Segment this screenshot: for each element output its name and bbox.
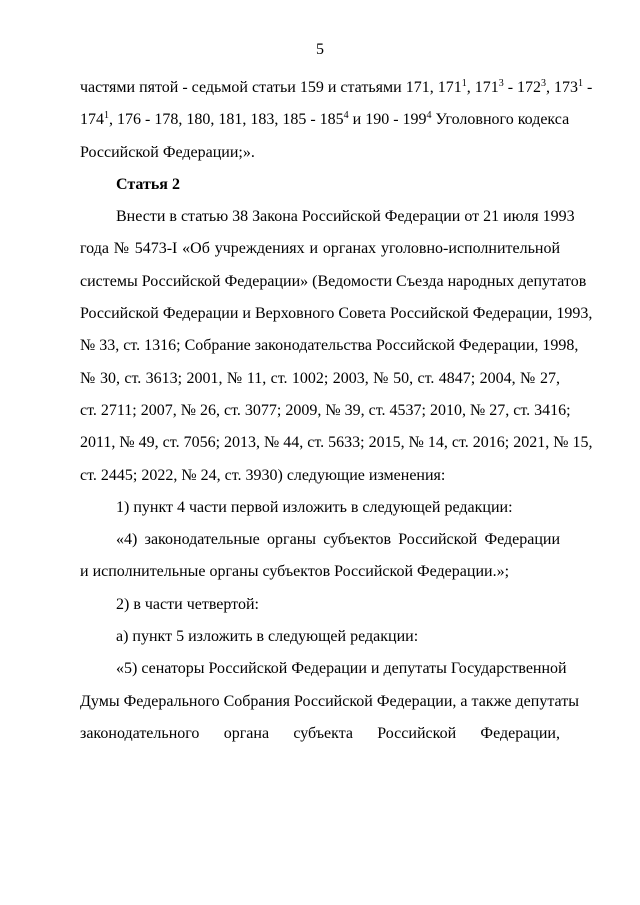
article-heading: Статья 2 <box>116 175 180 193</box>
quoted-line: и исполнительные органы субъектов Российской Федерации.»; <box>80 563 510 581</box>
text-run: , 171 <box>466 79 499 96</box>
document-body <box>80 72 593 750</box>
text-run: , 173 <box>546 79 579 96</box>
page-number: 5 <box>316 41 324 58</box>
superscript: 3 <box>541 78 547 89</box>
text-run: Уголовного кодекса <box>431 111 570 129</box>
text-run: и 190 - 199 <box>348 111 427 129</box>
superscript: 4 <box>426 110 432 122</box>
body-line: Российской Федерации;». <box>80 143 255 161</box>
paragraph-line: 2011, № 49, ст. 7056; 2013, № 44, ст. 5633; 2015, № 14, ст. 2016; 2021, № 15, <box>80 434 593 452</box>
text-run: 174 <box>80 111 104 129</box>
superscript: 1 <box>461 78 467 89</box>
paragraph-line: ст. 2711; 2007, № 26, ст. 3077; 2009, № 39, ст. 4537; 2010, № 27, ст. 3416; <box>80 401 571 419</box>
quoted-line: Думы Федерального Собрания Российской Федерации, а также депутаты <box>80 692 579 710</box>
paragraph-line: системы Российской Федерации» (Ведомости Съезда народных депутатов <box>80 272 587 290</box>
text-run: - 172 <box>503 79 542 96</box>
list-item: а) пункт 5 изложить в следующей редакции: <box>116 628 419 646</box>
superscript: 1 <box>578 78 584 89</box>
quoted-line: «5) сенаторы Российской Федерации и депутаты Государственной <box>116 660 567 678</box>
paragraph-line: года № 5473-I «Об учреждениях и органах уголовно-исполнительной <box>80 240 560 258</box>
text-run: , 176 - 178, 180, 181, 183, 185 - 185 <box>109 111 344 129</box>
paragraph-line: Внести в статью 38 Закона Российской Федерации от 21 июля 1993 <box>116 208 575 226</box>
superscript: 1 <box>104 110 109 122</box>
text-run: - <box>583 79 593 96</box>
quoted-line: «4) законодательные органы субъектов Российской Федерации <box>116 531 560 549</box>
paragraph-line: № 30, ст. 3613; 2001, № 11, ст. 1002; 2003, № 50, ст. 4847; 2004, № 27, <box>80 369 560 387</box>
superscript: 3 <box>498 78 504 89</box>
paragraph-line: Российской Федерации и Верховного Совета Российской Федерации, 1993, <box>80 305 593 323</box>
superscript: 4 <box>343 110 349 122</box>
list-item: 1) пункт 4 части первой изложить в следующей редакции: <box>116 498 513 516</box>
text-run: частями пятой - седьмой статьи 159 и статьями 171, 171 <box>80 79 462 96</box>
body-line <box>80 104 570 136</box>
body-line <box>80 72 593 104</box>
paragraph-line: № 33, ст. 1316; Собрание законодательства Российской Федерации, 1998, <box>80 337 579 355</box>
paragraph-line: ст. 2445; 2022, № 24, ст. 3930) следующие изменения: <box>80 466 446 484</box>
list-item: 2) в части четвертой: <box>116 595 259 613</box>
quoted-line: законодательного органа субъекта Российской Федерации, <box>80 724 560 742</box>
